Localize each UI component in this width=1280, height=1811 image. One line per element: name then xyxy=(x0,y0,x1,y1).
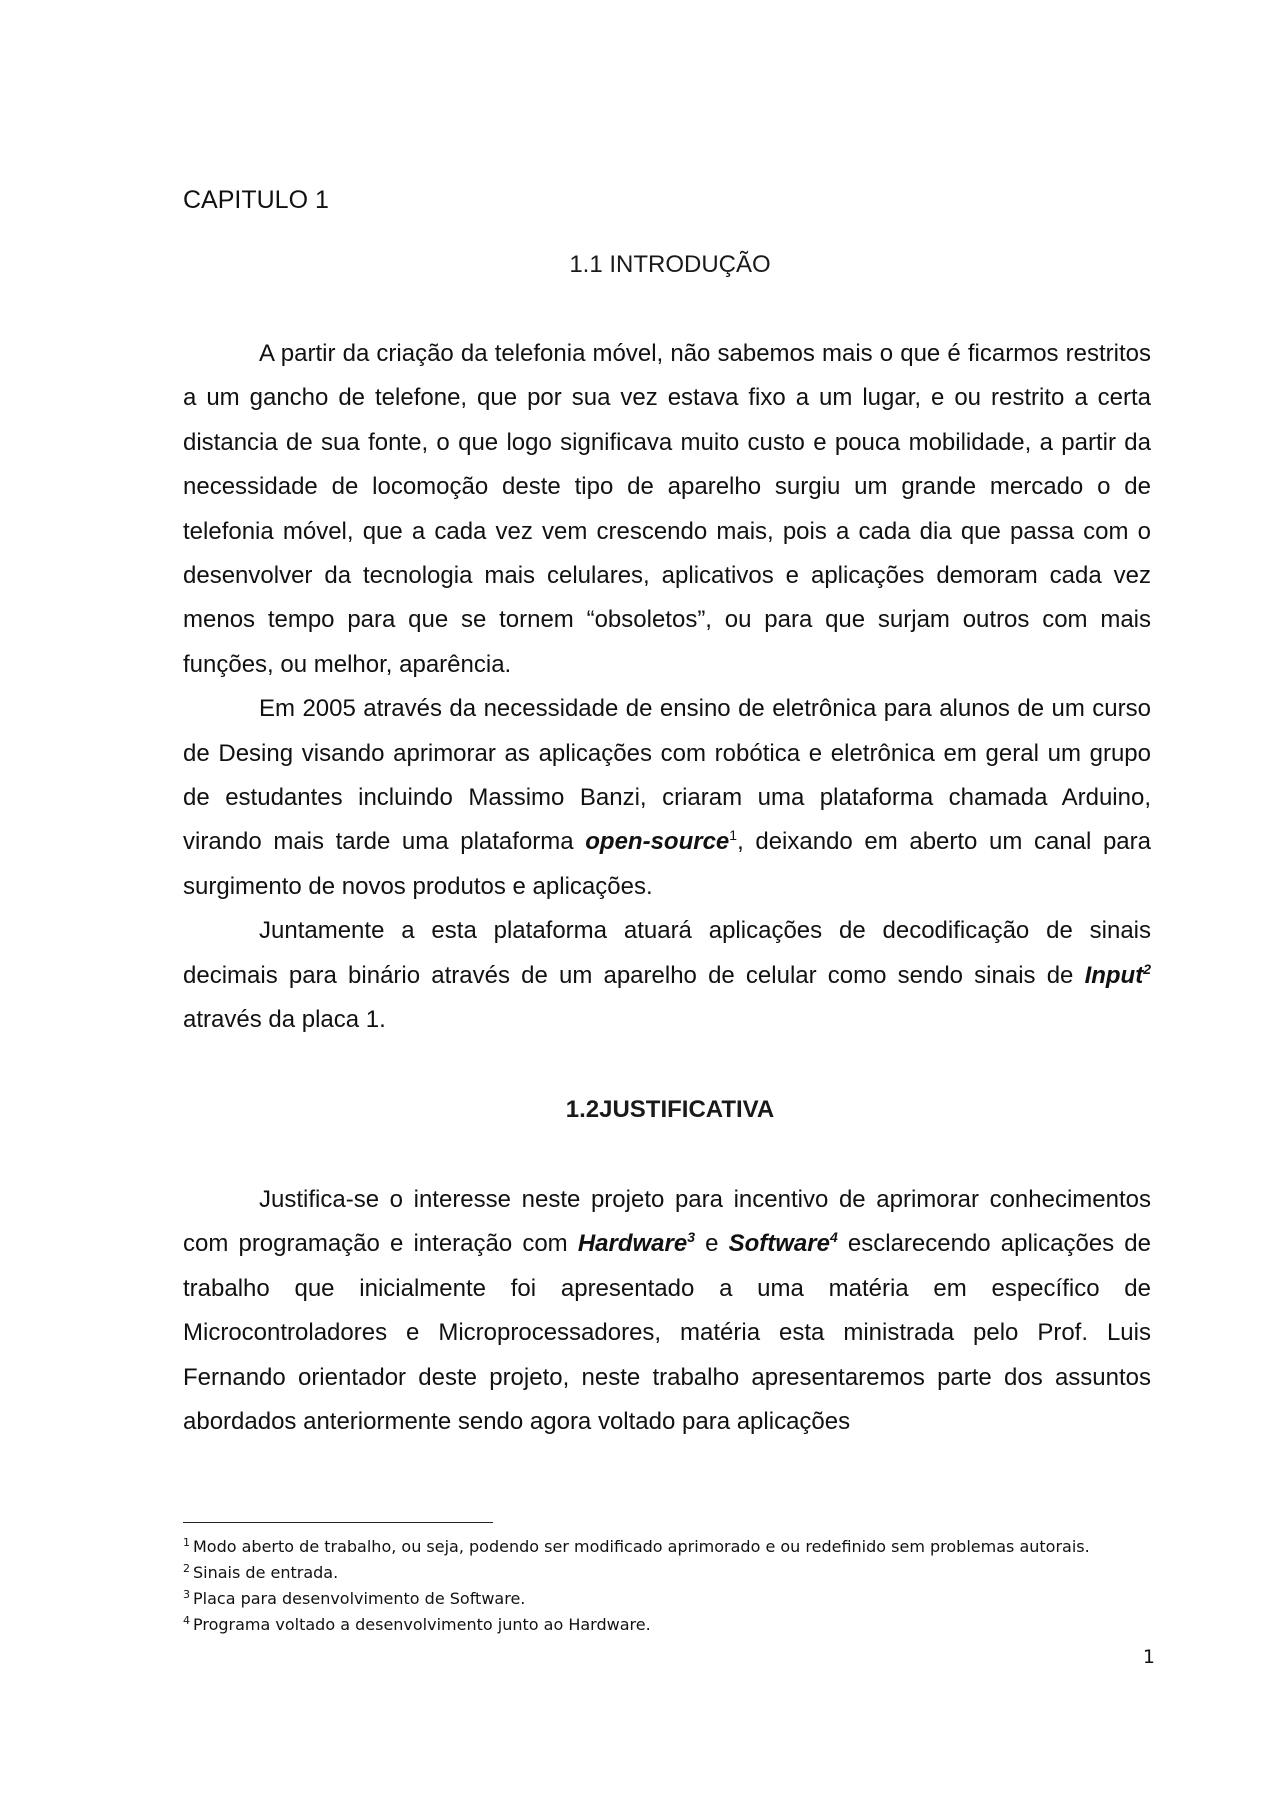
term-text: Input xyxy=(1084,961,1144,989)
footnote-reference: 4 xyxy=(829,1229,838,1246)
section-title-introducao: 1.1 INTRODUÇÃO xyxy=(569,251,771,278)
paragraph-text: através da placa 1. xyxy=(183,1006,386,1034)
page-number: 1 xyxy=(1142,1646,1155,1668)
term-input xyxy=(1085,962,1151,989)
paragraph xyxy=(183,1178,1151,1444)
paragraph-text: , deixando em aberto um canal para surgimento de novos produtos e aplicações. xyxy=(183,828,1151,900)
footnote-item xyxy=(183,1586,1151,1612)
footnote-separator xyxy=(183,1522,493,1523)
paragraph-text: e xyxy=(695,1230,729,1258)
footnote-number: 1 xyxy=(183,1535,190,1549)
paragraph xyxy=(183,909,1151,1042)
footnote-text: Programa voltado a desenvolvimento junto ao Hardware. xyxy=(193,1615,651,1634)
term-text: Software xyxy=(728,1230,830,1258)
paragraph-text: A partir da criação da telefonia móvel, não sabemos mais o que é ficarmos restritos a um gancho de telefone, que por sua vez estava fixo a um lugar, e ou restrito a certa distancia de sua fonte, o que logo significava muito custo e pouca mobilidade, a partir da necessidade de locomoção deste tipo de aparelho surgiu um grande mercado o de telefonia móvel, que a cada vez vem crescendo mais, pois a cada dia que passa com o desenvolver da tecnologia mais celulares, aplicativos e aplicações demoram cada vez menos tempo para que se tornem “obsoletos”, ou para que surjam outros com mais funções, ou melhor, aparência. xyxy=(183,340,1151,678)
paragraph-text: Juntamente a esta plataforma atuará aplicações de decodificação de sinais decimais para binário através de um aparelho de celular como sendo sinais de xyxy=(183,917,1151,989)
footnote-item xyxy=(183,1534,1151,1560)
footnote-number: 4 xyxy=(183,1613,190,1627)
footnotes-list xyxy=(183,1534,1151,1638)
term-software xyxy=(729,1230,838,1257)
footnote-number: 3 xyxy=(183,1587,190,1601)
footnote-reference: 1 xyxy=(729,827,738,844)
section-body-justificativa xyxy=(183,1178,1151,1444)
term-open-source xyxy=(585,828,729,855)
term-text: Hardware xyxy=(577,1230,688,1258)
footnote-item xyxy=(183,1560,1151,1586)
paragraph xyxy=(183,687,1151,909)
footnote-text: Sinais de entrada. xyxy=(193,1563,339,1582)
paragraph-text: esclarecendo aplicações de trabalho que inicialmente foi apresentado a uma matéria em específico de Microcontroladores e Microprocessadores, matéria esta ministrada pelo Prof. Luis Fernando orientador deste projeto, neste trabalho apresentaremos parte dos assuntos abordados anteriormente sendo agora voltado para aplicações xyxy=(183,1230,1152,1436)
footnote-number: 2 xyxy=(183,1561,190,1575)
section-title-justificativa: 1.2JUSTIFICATIVA xyxy=(565,1096,775,1123)
footnote-text: Placa para desenvolvimento de Software. xyxy=(193,1589,526,1608)
term-hardware xyxy=(578,1230,695,1257)
footnote-reference: 3 xyxy=(687,1229,695,1246)
footnote-reference: 2 xyxy=(1143,960,1151,977)
term-text: open-source xyxy=(585,828,730,856)
paragraph xyxy=(183,332,1151,687)
section-body-introducao xyxy=(183,332,1151,1043)
paragraph-text: Justifica-se o interesse neste projeto para incentivo de aprimorar conhecimentos com programação e interação com xyxy=(183,1186,1151,1258)
footnote-item xyxy=(183,1612,1151,1638)
paragraph-text: Em 2005 através da necessidade de ensino de eletrônica para alunos de um curso de Desing visando aprimorar as aplicações com robótica e eletrônica em geral um grupo de estudantes incluindo Massimo Banzi, criaram uma plataforma chamada Arduino, virando mais tarde uma plataforma xyxy=(183,695,1151,856)
chapter-heading: CAPITULO 1 xyxy=(183,186,329,214)
footnote-text: Modo aberto de trabalho, ou seja, podendo ser modificado aprimorado e ou redefinido sem problemas autorais. xyxy=(193,1537,1090,1556)
